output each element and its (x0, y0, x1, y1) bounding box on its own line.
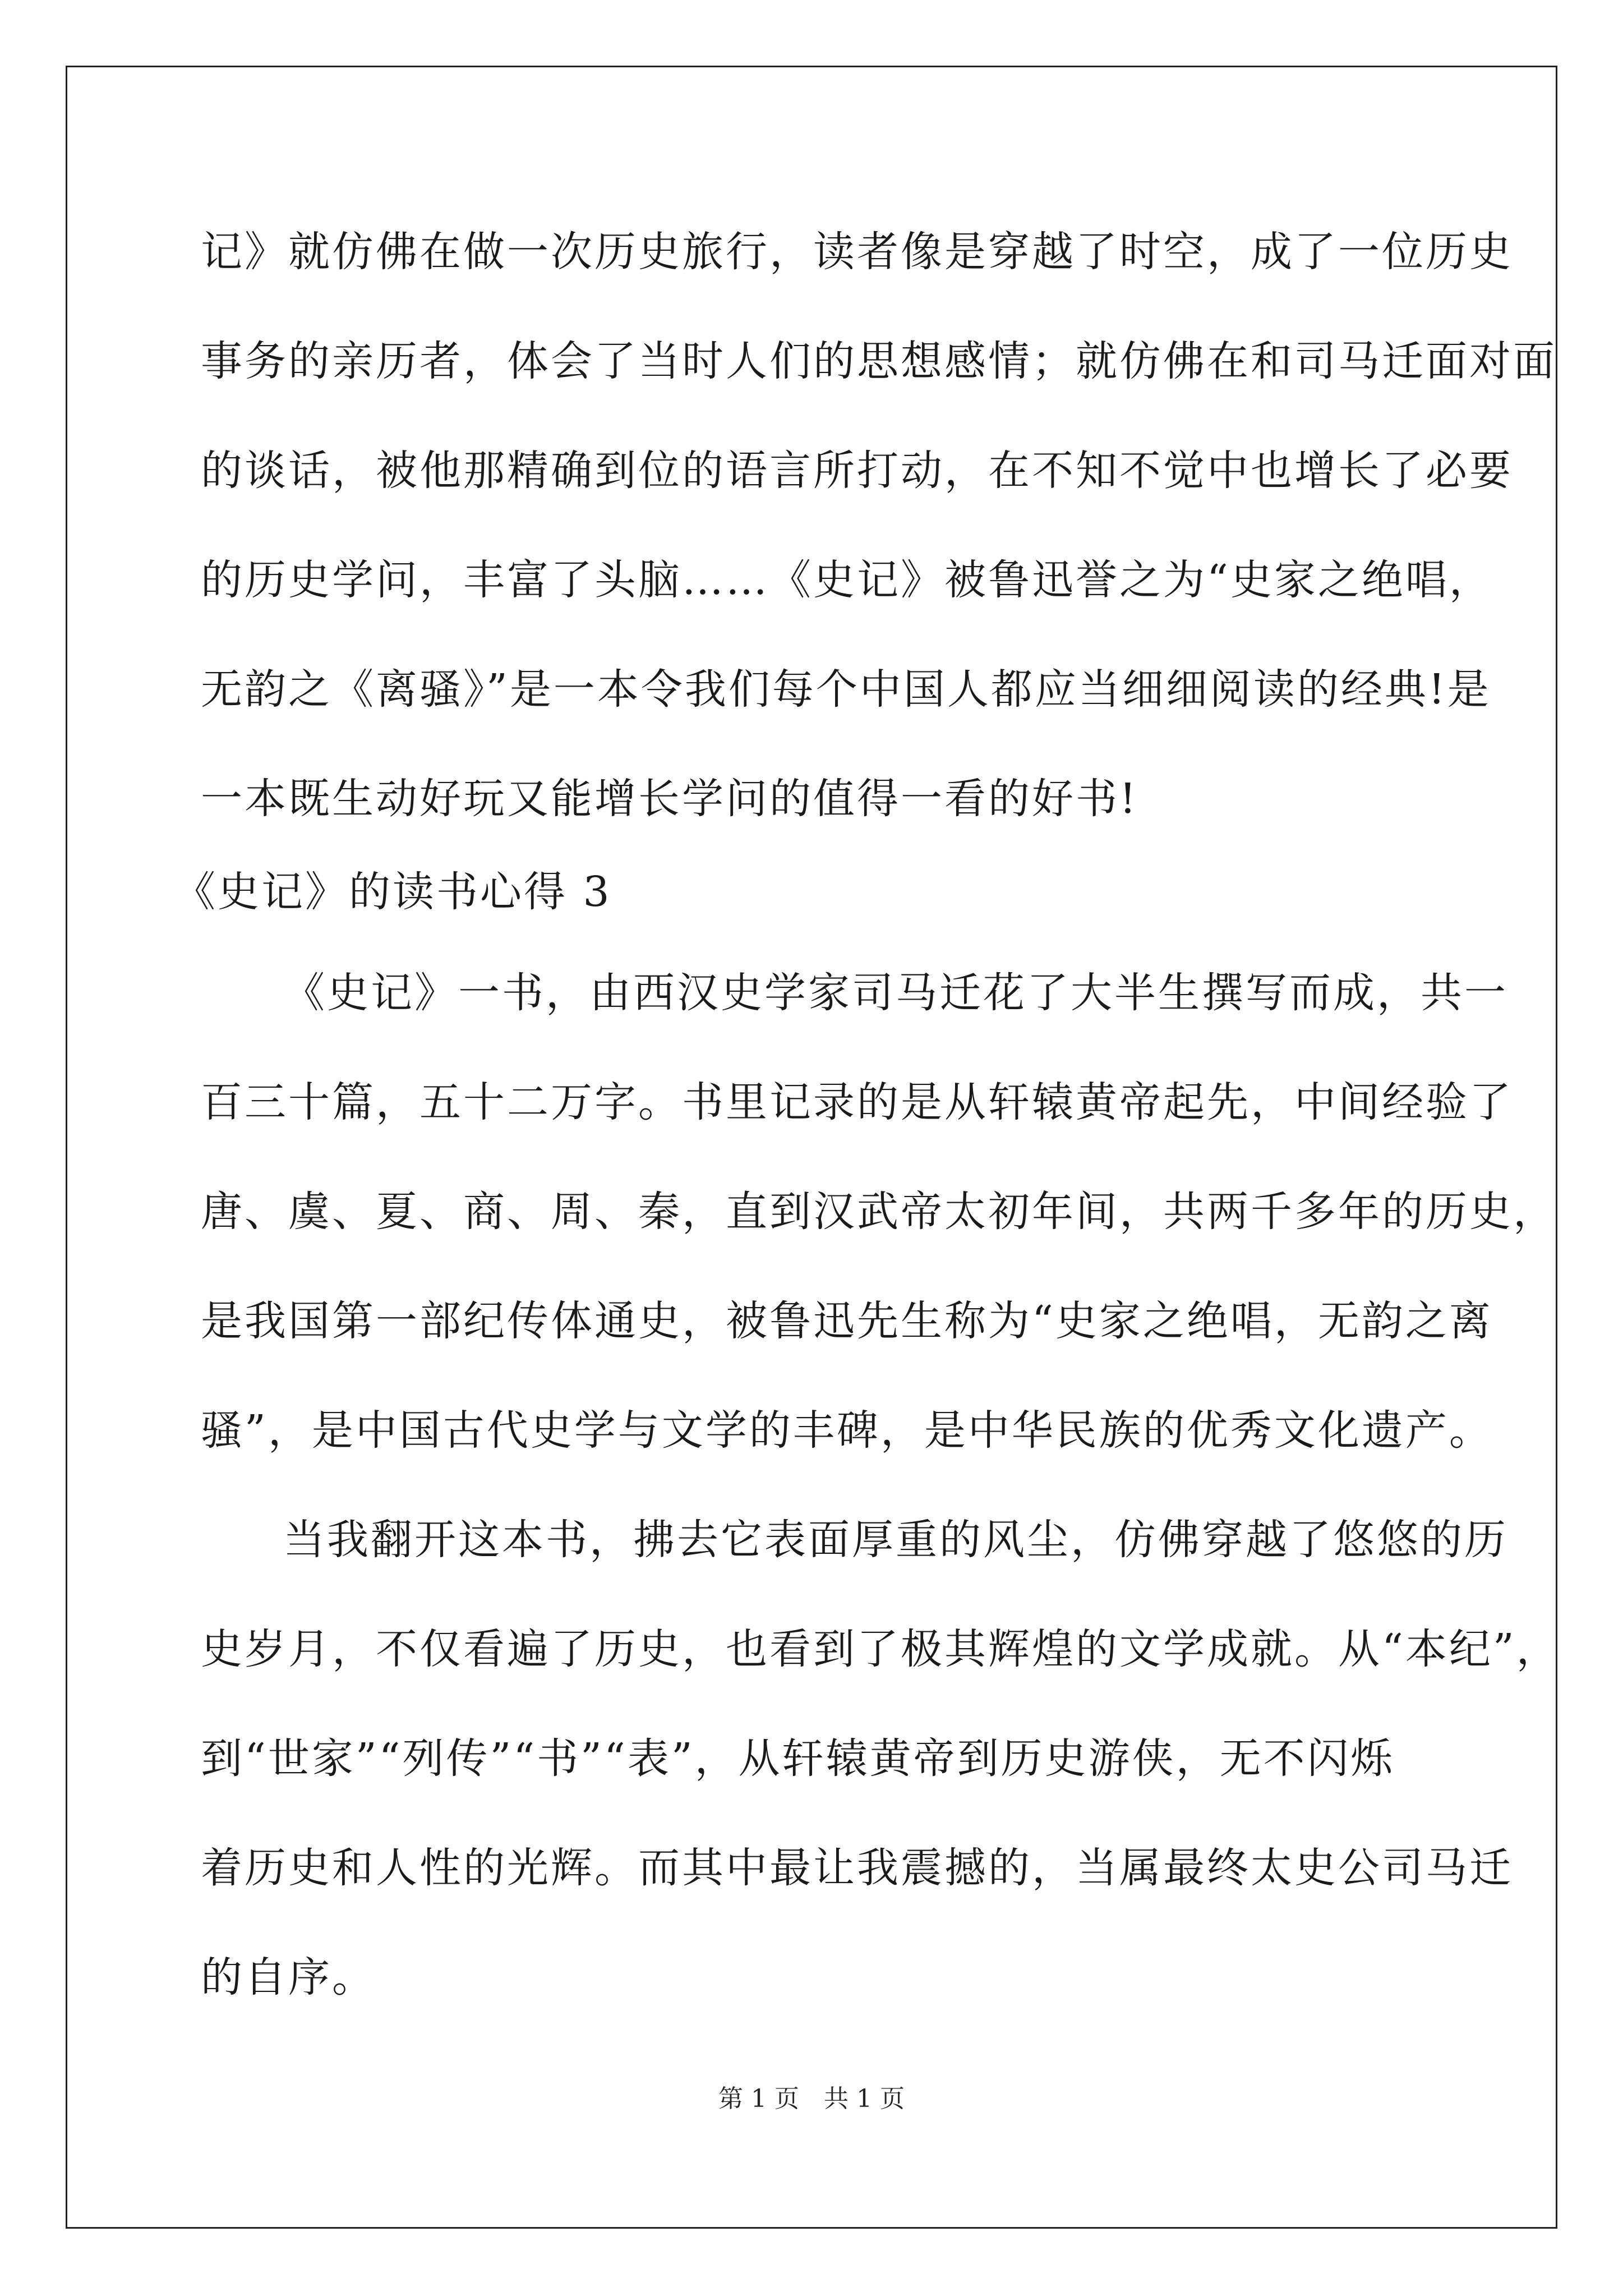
text-line: 的自序。 (201, 1953, 376, 2001)
text-line: 到“世家”“列传”“书”“表”，从轩辕黄帝到历史游侠，无不闪烁 (201, 1734, 1395, 1783)
text-line: 一本既生动好玩又能增长学问的值得一看的好书! (201, 775, 1138, 823)
text-line: 骚”，是中国古代史学与文学的丰碑，是中华民族的优秀文化遗产。 (201, 1406, 1493, 1455)
text-line: 的历史学问，丰富了头脑……《史记》被鲁迅誉之为“史家之绝唱， (201, 556, 1493, 604)
text-line: 无韵之《离骚》”是一本令我们每个中国人都应当细细阅读的经典!是 (201, 665, 1491, 714)
page-footer: 第 1 页 共 1 页 (718, 2085, 905, 2113)
text-line: 唐、虞、夏、商、周、秦，直到汉武帝太初年间，共两千多年的历史， (201, 1188, 1557, 1236)
text-line: 记》就仿佛在做一次历史旅行，读者像是穿越了时空，成了一位历史 (201, 228, 1513, 276)
text-line: 史岁月，不仅看遍了历史，也看到了极其辉煌的文学成就。从“本纪”， (201, 1625, 1560, 1673)
text-line: 的谈话，被他那精确到位的语言所打动，在不知不觉中也增长了必要 (201, 447, 1513, 495)
text-line: 百三十篇，五十二万字。书里记录的是从轩辕黄帝起先，中间经验了 (201, 1078, 1513, 1126)
text-line: 事务的亲历者，体会了当时人们的思想感情；就仿佛在和司马迁面对面 (201, 337, 1557, 385)
text-line: 当我翻开这本书，拂去它表面厚重的风尘，仿佛穿越了悠悠的历 (283, 1516, 1508, 1564)
text-line: 是我国第一部纪传体通史，被鲁迅先生称为“史家之绝唱，无韵之离 (201, 1297, 1493, 1345)
section-heading: 《史记》的读书心得 3 (174, 868, 612, 916)
text-line: 《史记》一书，由西汉史学家司马迁花了大半生撰写而成，共一 (283, 969, 1508, 1017)
text-line: 着历史和人性的光辉。而其中最让我震撼的，当属最终太史公司马迁 (201, 1844, 1513, 1892)
